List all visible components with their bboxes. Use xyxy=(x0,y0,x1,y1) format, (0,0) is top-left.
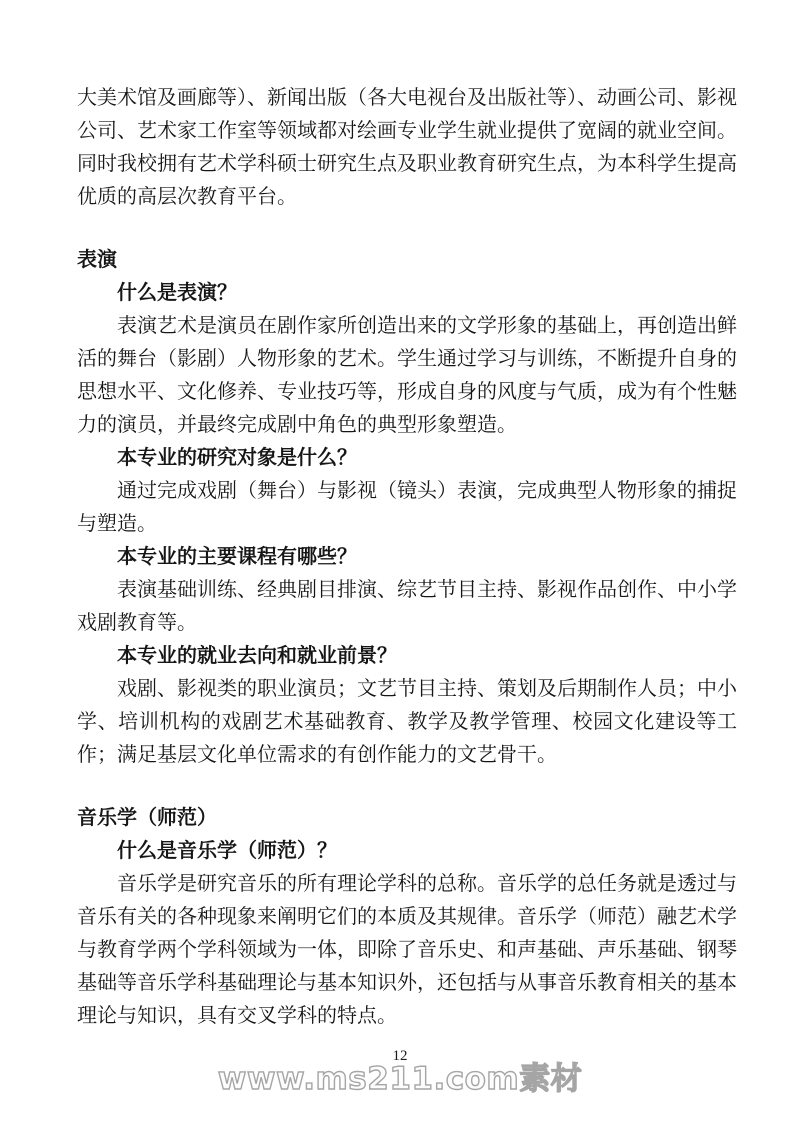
paragraph: 通过完成戏剧（舞台）与影视（镜头）表演，完成典型人物形象的捕捉与塑造。 xyxy=(77,480,737,535)
question-heading: 什么是音乐学（师范）？ xyxy=(117,840,337,862)
paragraph: 表演基础训练、经典剧目排演、综艺节目主持、影视作品创作、中小学戏剧教育等。 xyxy=(77,579,737,634)
section-heading: 音乐学（师范） xyxy=(77,807,217,829)
question-heading: 什么是表演？ xyxy=(117,282,237,304)
section-performance xyxy=(77,244,737,772)
section-heading: 表演 xyxy=(77,249,117,271)
page-number: 12 xyxy=(392,1048,408,1064)
section-musicology xyxy=(77,802,737,1033)
question-heading: 本专业的研究对象是什么？ xyxy=(117,447,357,469)
watermark: www.ms211.com素材 xyxy=(217,1061,583,1097)
paragraph: 表演艺术是演员在剧作家所创造出来的文学形象的基础上，再创造出鲜活的舞台（影剧）人物形象的艺术。学生通过学习与训练，不断提升自身的思想水平、文化修养、专业技巧等，形成自身的风度与气质，成为有个性魅力的演员，并最终完成剧中角色的典型形象塑造。 xyxy=(77,315,737,436)
paragraph-intro: 大美术馆及画廊等）、新闻出版（各大电视台及出版社等）、动画公司、影视公司、艺术家工作室等领域都对绘画专业学生就业提供了宽阔的就业空间。同时我校拥有艺术学科硕士研究生点及职业教育研究生点，为本科学生提高优质的高层次教育平台。 xyxy=(77,87,737,208)
question-heading: 本专业的主要课程有哪些？ xyxy=(117,546,357,568)
paragraph: 戏剧、影视类的职业演员；文艺节目主持、策划及后期制作人员；中小学、培训机构的戏剧艺术基础教育、教学及教学管理、校园文化建设等工作；满足基层文化单位需求的有创作能力的文艺骨干。 xyxy=(77,678,737,766)
question-heading: 本专业的就业去向和就业前景？ xyxy=(117,645,397,667)
paragraph: 音乐学是研究音乐的所有理论学科的总称。音乐学的总任务就是透过与音乐有关的各种现象来阐明它们的本质及其规律。音乐学（师范）融艺术学与教育学两个学科领域为一体，即除了音乐史、和声基础、声乐基础、钢琴基础等音乐学科基础理论与基本知识外，还包括与从事音乐教育相关的基本理论与知识，具有交叉学科的特点。 xyxy=(77,873,737,1027)
